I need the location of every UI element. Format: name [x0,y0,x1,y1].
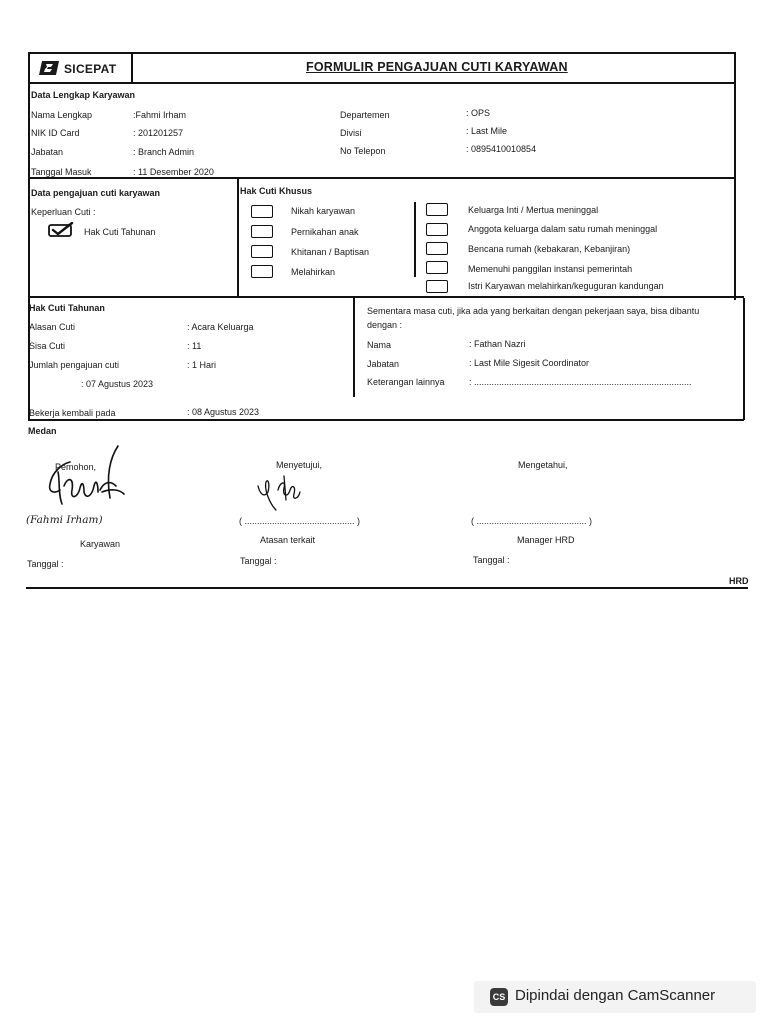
special-leave-item-government-summons: Memenuhi panggilan instansi pemerintah [468,264,633,274]
annual-section-title: Hak Cuti Tahunan [29,303,105,313]
applicant-signature [40,442,128,522]
employee-value-division: : Last Mile [466,126,508,136]
supervisor-date-label: Tanggal : [240,556,277,566]
special-leave-item-childbirth: Melahirkan [291,267,336,277]
request-section-divider [28,296,744,298]
employee-value-phone: : 0895410010854 [466,144,537,154]
employee-label-department: Departemen [340,110,390,120]
annual-value-remaining: : 11 [187,341,202,351]
brand-name: SICEPAT [64,62,117,76]
request-column-divider [237,178,239,297]
form-title: FORMULIR PENGAJUAN CUTI KARYAWAN [306,60,568,74]
special-leave-title: Hak Cuti Khusus [240,186,313,196]
checkbox-family-death[interactable] [426,203,448,216]
employee-value-nik: : 201201257 [133,128,184,138]
checkbox-wife-childbirth[interactable] [426,280,448,293]
employee-label-name: Nama Lengkap [31,110,93,120]
applicant-heading: Pemohon, [55,462,97,472]
substitute-label-name: Nama [367,340,392,350]
checkbox-government-summons[interactable] [426,261,448,274]
applicant-role: Karyawan [80,539,121,549]
checkbox-disaster[interactable] [426,242,448,255]
annual-label-reason: Alasan Cuti [29,322,76,332]
sicepat-logo-icon [38,60,60,76]
substitute-label-position: Jabatan [367,359,400,369]
annual-label-days-requested: Jumlah pengajuan cuti [29,360,120,370]
logo-cell-divider [131,52,133,83]
employee-value-join-date: : 11 Desember 2020 [133,167,214,177]
substitute-value-name: : Fathan Nazri [469,339,526,349]
special-leave-item-family-death: Keluarga Inti / Mertua meninggal [468,205,599,215]
supervisor-role: Atasan terkait [260,535,316,545]
annual-value-days-requested: : 1 Hari [187,360,217,370]
special-leave-item-child-marriage: Pernikahan anak [291,227,359,237]
special-leave-item-household-death: Anggota keluarga dalam satu rumah meninggal [468,224,658,234]
substitute-value-position: : Last Mile Sigesit Coordinator [469,358,590,368]
substitute-intro-line1: Sementara masa cuti, jika ada yang berkaitan dengan pekerjaan saya, bisa dibantu [367,306,700,316]
employee-section-divider [28,177,735,179]
return-to-work-label: Bekerja kembali pada [29,408,116,418]
special-leave-item-disaster: Bencana rumah (kebakaran, Kebanjiran) [468,244,631,254]
hrd-role: Manager HRD [517,535,575,545]
form-top-border [28,52,735,54]
employee-value-department: : OPS [466,108,491,118]
employee-value-position: : Branch Admin [133,147,195,157]
substitute-column-divider [353,297,355,397]
special-leave-item-circumcision: Khitanan / Baptisan [291,247,370,257]
employee-label-join-date: Tanggal Masuk [31,167,92,177]
footer-hrd-tag: HRD [729,576,749,586]
return-to-work-value: : 08 Agustus 2023 [187,407,260,417]
camscanner-logo-icon: CS [490,988,508,1006]
substitute-intro-line2: dengan : [367,320,403,330]
special-leave-inner-divider [414,202,416,277]
employee-section-title: Data Lengkap Karyawan [31,90,136,100]
special-leave-item-marriage: Nikah karyawan [291,206,356,216]
hrd-date-label: Tanggal : [473,555,510,565]
employee-label-phone: No Telepon [340,146,386,156]
checkbox-marriage[interactable] [251,205,273,218]
hrd-heading: Mengetahui, [518,460,568,470]
substitute-label-notes: Keterangan lainnya [367,377,445,387]
supervisor-heading: Menyetujui, [276,460,323,470]
form-bottom-border [26,587,748,589]
checkbox-circumcision[interactable] [251,245,273,258]
annual-leave-date: : 07 Agustus 2023 [81,379,154,389]
form-right-border [734,52,736,300]
applicant-printed-name: (Fahmi Irham) [26,514,103,526]
special-leave-item-wife-childbirth: Istri Karyawan melahirkan/keguguran kandungan [468,281,664,291]
camscanner-text: Dipindai dengan CamScanner [515,987,716,1004]
leave-purpose-label: Keperluan Cuti : [31,207,96,217]
employee-label-division: Divisi [340,128,362,138]
hrd-printed-name: ( ............................................ ) [471,516,593,526]
annual-section-divider [28,419,744,421]
request-section-title: Data pengajuan cuti karyawan [31,188,161,198]
checkbox-childbirth[interactable] [251,265,273,278]
checkbox-household-death[interactable] [426,223,448,236]
annual-value-reason: : Acara Keluarga [187,322,254,332]
annual-label-remaining: Sisa Cuti [29,341,66,351]
applicant-date-label: Tanggal : [27,559,64,569]
header-divider [28,82,735,84]
supervisor-printed-name: ( ............................................ ) [239,516,361,526]
signing-city: Medan [28,426,57,436]
substitute-value-notes: : ....................................................................................... [469,377,692,387]
annual-leave-checkbox-checked-icon[interactable] [48,222,74,238]
form-right-border-lower [743,298,745,420]
employee-value-name: :Fahmi Irham [133,110,187,120]
checkbox-child-marriage[interactable] [251,225,273,238]
employee-label-position: Jabatan [31,147,64,157]
supervisor-signature [254,470,308,518]
employee-label-nik: NIK ID Card [31,128,80,138]
annual-leave-option-label: Hak Cuti Tahunan [84,227,156,237]
